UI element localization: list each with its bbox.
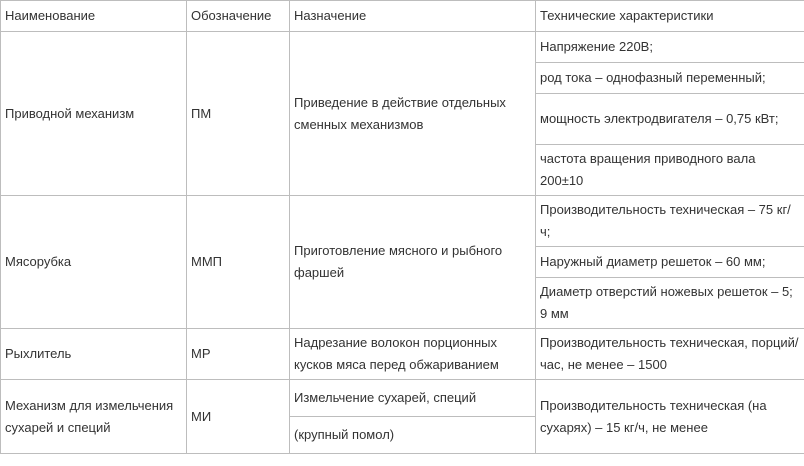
mi-code: МИ (187, 380, 290, 454)
table-row (1, 32, 804, 63)
table-row (1, 196, 804, 247)
mi-purpose-2: (крупный помол) (290, 417, 536, 454)
mmp-spec-diameter: Наружный диаметр решеток – 60 мм; (536, 247, 804, 278)
pm-purpose: Приведение в действие отдельных сменных механизмов (290, 32, 536, 196)
table-row (1, 329, 804, 380)
mr-spec: Производительность техническая, порций/час, не менее – 1500 (536, 329, 804, 380)
pm-code: ПМ (187, 32, 290, 196)
mr-code: МР (187, 329, 290, 380)
mmp-spec-productivity: Производительность техническая – 75 кг/ч; (536, 196, 804, 247)
mmp-name: Мясорубка (1, 196, 187, 329)
header-row (1, 1, 804, 32)
mmp-spec-holes: Диаметр отверстий ножевых решеток – 5; 9 мм (536, 278, 804, 329)
pm-spec-current: род тока – однофазный переменный; (536, 63, 804, 94)
header-code: Обозначение (187, 1, 290, 32)
pm-spec-rotation: частота вращения приводного вала 200±10 (536, 145, 804, 196)
mmp-code: ММП (187, 196, 290, 329)
mi-purpose-1: Измельчение сухарей, специй (290, 380, 536, 417)
pm-name: Приводной механизм (1, 32, 187, 196)
table-row (1, 380, 804, 417)
mi-spec: Производительность техническая (на сухарях) – 15 кг/ч, не менее (536, 380, 804, 454)
pm-spec-power: мощность электродвигателя – 0,75 кВт; (536, 94, 804, 145)
mmp-purpose: Приготовление мясного и рыбного фаршей (290, 196, 536, 329)
mr-name: Рыхлитель (1, 329, 187, 380)
header-name: Наименование (1, 1, 187, 32)
header-specs: Технические характеристики (536, 1, 804, 32)
pm-spec-voltage: Напряжение 220В; (536, 32, 804, 63)
mi-name: Механизм для измельчения сухарей и специй (1, 380, 187, 454)
header-purpose: Назначение (290, 1, 536, 32)
mr-purpose: Надрезание волокон порционных кусков мяса перед обжариванием (290, 329, 536, 380)
